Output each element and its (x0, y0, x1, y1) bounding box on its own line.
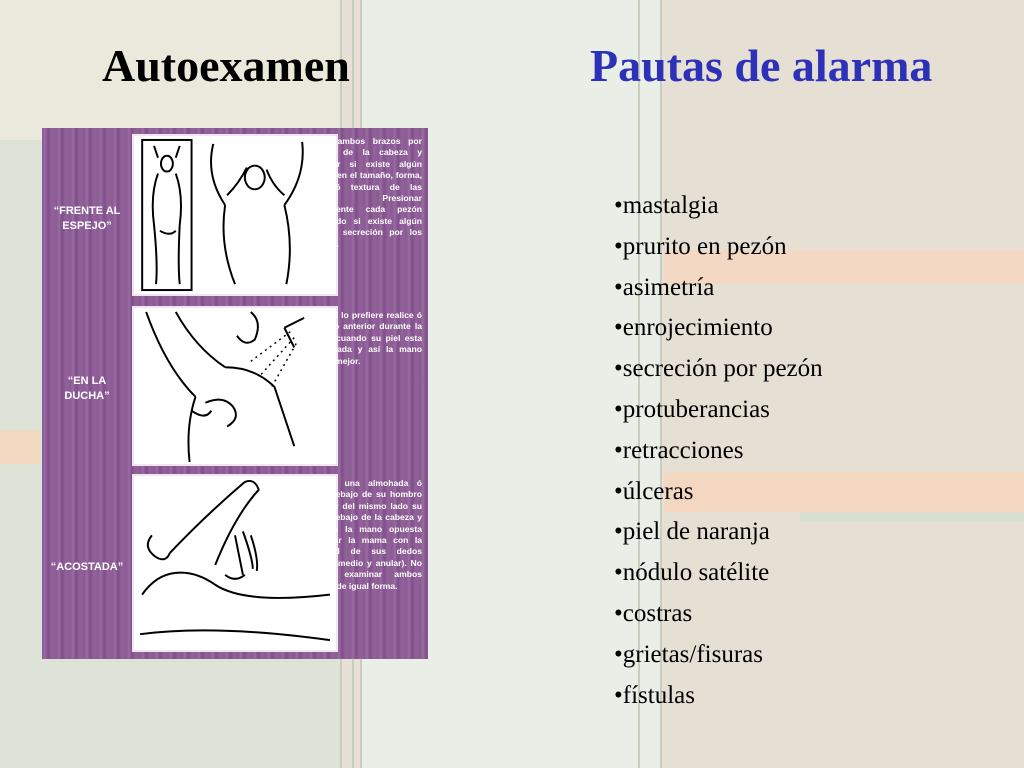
list-item: •mastalgia (614, 192, 719, 219)
list-item: •asimetría (614, 273, 715, 301)
decorative-band (0, 430, 40, 464)
list-item: •fístulas (614, 681, 695, 709)
alarm-signs-list (614, 186, 823, 716)
list-item: •prurito en pezón (614, 232, 787, 260)
right-title: Pautas de alarma (590, 40, 933, 91)
step-label: “ACOSTADA” (50, 561, 124, 573)
list-item: •protuberancias (614, 395, 770, 423)
list-item: •úlceras (614, 477, 694, 505)
list-item: •costras (614, 599, 693, 627)
step-description: Si usted lo prefiere realice ó repita lo anterior durante la ducha, cuando su piel esta enjabonada y así la mano desliza mejor. (304, 310, 422, 366)
list-item: •piel de naranja (614, 518, 770, 546)
list-item: •enrojecimiento (614, 314, 773, 342)
left-title: Autoexamen (102, 40, 350, 91)
decorative-band (800, 512, 1024, 522)
list-item: •grietas/fisuras (614, 640, 763, 668)
list-item: •retracciones (614, 436, 744, 464)
step-description: Elevar ambos brazos por encima de la cabeza y observar si existe algún cambio en el tamaño, forma, color ó textura de las mamas. Presionar suavemente cada pezón evaluando si existe algún tipo de secreción por los mismos. (304, 136, 422, 249)
list-item: •secreción por pezón (614, 355, 823, 383)
step-label: “EN LA DUCHA” (64, 375, 110, 402)
self-exam-poster (42, 128, 428, 659)
step-description: Colocar una almohada ó toalla debajo de su hombro y ubicar del mismo lado su mano debajo de la cabeza y así con la mano opuesta examinar la mama con la totalidad de sus dedos (índice, medio y anular). No olvidar examinar ambos pechos de igual forma. (304, 478, 422, 591)
step-label: “FRENTE AL ESPEJO” (53, 205, 121, 232)
list-item: •nódulo satélite (614, 559, 770, 587)
